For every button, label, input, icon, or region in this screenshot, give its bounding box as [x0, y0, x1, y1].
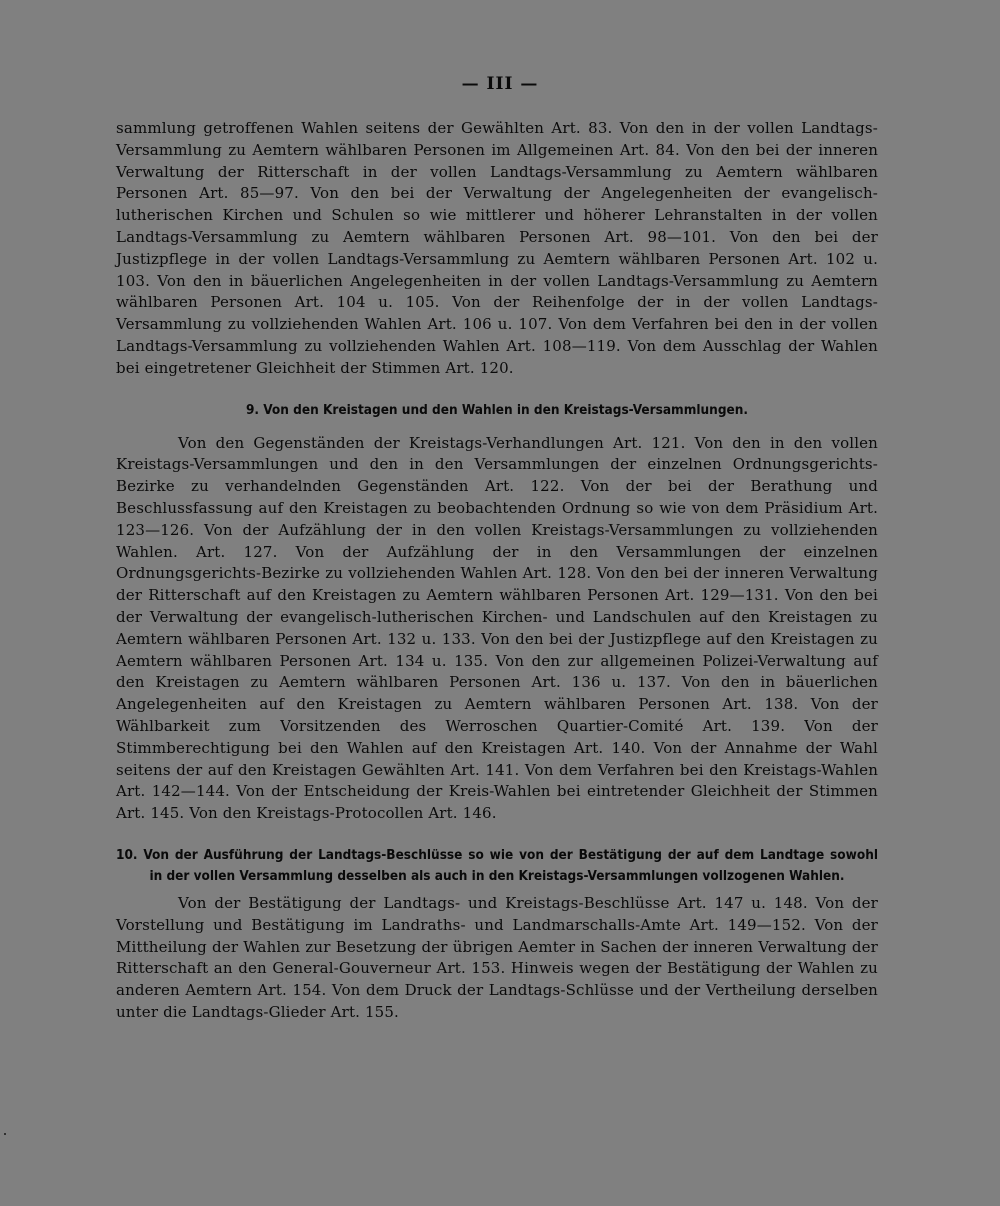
page-number: — III —	[461, 74, 539, 94]
intro-paragraph: sammlung getroffenen Wahlen seitens der Gewählten Art. 83. Von den in der vollen Landtags-Versammlung zu Aemtern wählbaren Personen im Allgemeinen Art. 84. Von den bei der inneren Verwaltung der Ritterschaft in der vollen Landtags-Versammlung zu Aemtern wählbaren Personen Art. 85—97. Von den bei der Verwaltung der Angelegenheiten der evangelisch-lutherischen Kirchen und Schulen so wie mittlerer und höherer Lehranstalten in der vollen Landtags-Versammlung zu Aemtern wählbaren Personen Art. 98—101. Von den bei der Justizpflege in der vollen Landtags-Versammlung zu Aemtern wählbaren Personen Art. 102 u. 103. Von den in bäuerlichen Angelegenheiten in der vollen Landtags-Versammlung zu Aemtern wählbaren Personen Art. 104 u. 105. Von der Reihenfolge der in der vollen Landtags-Versammlung zu vollziehenden Wahlen Art. 106 u. 107. Von dem Verfahren bei den in der vollen Landtags-Versammlung zu vollziehenden Wahlen Art. 108—119. Von dem Ausschlag der Wahlen bei eingetretener Gleichheit der Stimmen Art. 120.	[116, 119, 878, 377]
section-10-heading	[116, 845, 878, 887]
section-9-paragraph: Von den Gegenständen der Kreistags-Verhandlungen Art. 121. Von den in den vollen Kreistags-Versammlungen und den in den Versammlungen der einzelnen Ordnungsgerichts-Bezirke zu verhandelnden Gegenständen Art. 122. Von der bei der Berathung und Beschlussfassung auf den Kreistagen zu beobachtenden Ordnung so wie von dem Präsidium Art. 123—126. Von der Aufzählung der in den vollen Kreistags-Versammlungen zu vollziehenden Wahlen. Art. 127. Von der Aufzählung der in den Versammlungen der einzelnen Ordnungsgerichts-Bezirke zu vollziehenden Wahlen Art. 128. Von den bei der inneren Verwaltung der Ritterschaft auf den Kreistagen zu Aemtern wählbaren Personen Art. 129—131. Von den bei der Verwaltung der evangelisch-lutherischen Kirchen- und Landschulen auf den Kreistagen zu Aemtern wählbaren Personen Art. 132 u. 133. Von den bei der Justizpflege auf den Kreistagen zu Aemtern wählbaren Personen Art. 134 u. 135. Von den zur allgemeinen Polizei-Verwaltung auf den Kreistagen zu Aemtern wählbaren Personen Art. 136 u. 137. Von den in bäuerlichen Angelegenheiten auf den Kreistagen zu Aemtern wählbaren Personen Art. 138. Von der Wählbarkeit zum Vorsitzenden des Werroschen Quartier-Comité Art. 139. Von der Stimmberechtigung bei den Wahlen auf den Kreistagen Art. 140. Von der Annahme der Wahl seitens der auf den Kreistagen Gewählten Art. 141. Von dem Verfahren bei den Kreistags-Wahlen Art. 142—144. Von der Entscheidung der Kreis-Wahlen bei eintretender Gleichheit der Stimmen Art. 145. Von den Kreistags-Protocollen Art. 146.	[116, 433, 878, 823]
page-content	[116, 118, 878, 1024]
section-10-heading-line-2: in der vollen Versammlung desselben als auch in den Kreistags-Versammlungen vollzogenen Wahlen.	[149, 867, 845, 884]
scan-speck	[4, 1133, 6, 1135]
section-10-heading-line-1: 10. Von der Ausführung der Landtags-Beschlüsse so wie von der Bestätigung der auf dem Landtage sowohl	[116, 846, 878, 863]
section-9-heading: 9. Von den Kreistagen und den Wahlen in den Kreistags-Versammlungen.	[245, 401, 749, 418]
section-10-paragraph: Von der Bestätigung der Landtags- und Kreistags-Beschlüsse Art. 147 u. 148. Von der Vorstellung und Bestätigung im Landraths- und Landmarschalls-Amte Art. 149—152. Von der Mittheilung der Wahlen zur Besetzung der übrigen Aemter in Sachen der inneren Verwaltung der Ritterschaft an den General-Gouverneur Art. 153. Hinweis wegen der Bestätigung der Wahlen zu anderen Aemtern Art. 154. Von dem Druck der Landtags-Schlüsse und der Vertheilung derselben unter die Landtags-Glieder Art. 155.	[116, 893, 878, 1021]
